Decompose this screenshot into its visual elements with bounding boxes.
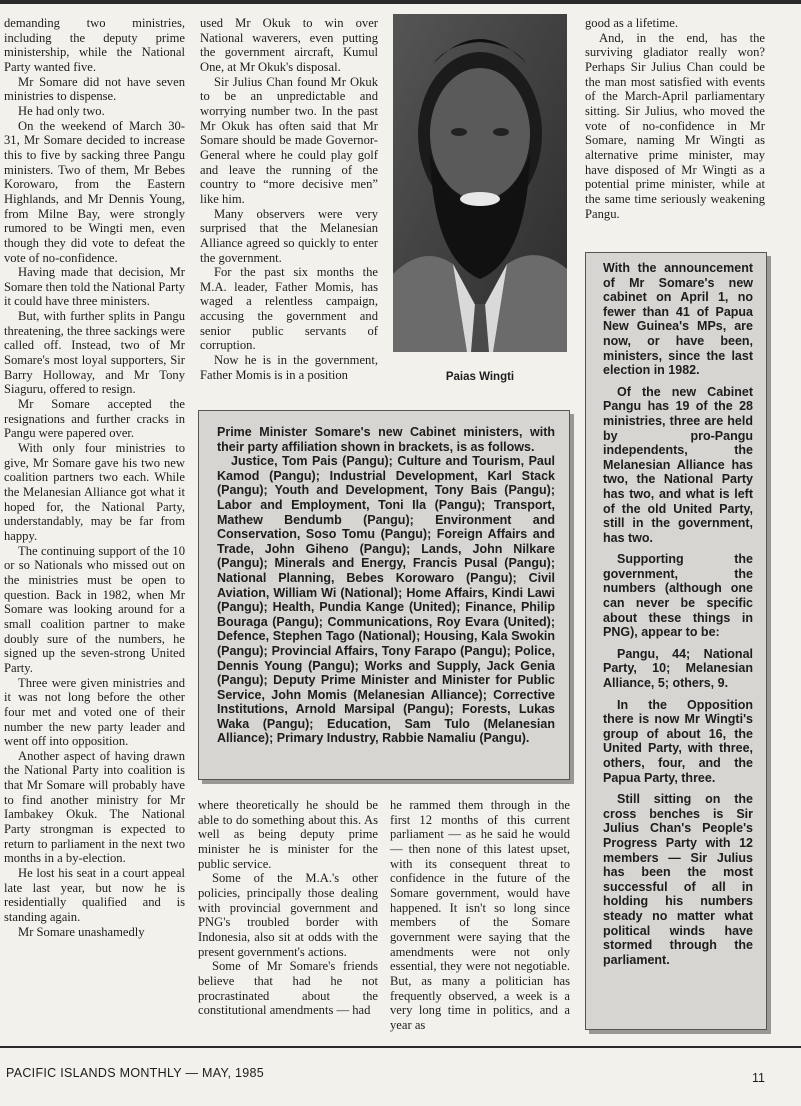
page-number: 11 bbox=[752, 1071, 765, 1085]
paragraph: used Mr Okuk to win over National waverers, even putting the government aircraft, Kumul One, at Mr Okuk's disposal. bbox=[200, 16, 378, 74]
paragraph: Mr Somare did not have seven ministries to dispense. bbox=[4, 74, 185, 104]
cabinet-list-box bbox=[198, 410, 570, 780]
sidebar-paragraph: With the announcement of Mr Somare's new cabinet on April 1, no fewer than 41 of Papua New Guinea's MPs, are now, or have been, ministers, since the last election in 1982. bbox=[603, 261, 753, 378]
paragraph: Some of the M.A.'s other policies, principally those dealing with provincial government and PNG's troubled border with Indonesia, also sit at odds with the present government's actions. bbox=[198, 871, 378, 959]
paragraph: Some of Mr Somare's friends believe that had he not procrastinated about the constitutional amendments — had bbox=[198, 959, 378, 1018]
sidebar-paragraph: Still sitting on the cross benches is Sir Julius Chan's People's Progress Party with 12 members — Sir Julius has been the most successful of all in holding his numbers steady no matter what political winds have stormed through the parliament. bbox=[603, 792, 753, 967]
footer-rule bbox=[0, 1046, 801, 1048]
paragraph: The continuing support of the 10 or so Nationals who missed out on the ministries must be open to question. Back in 1982, when Mr Somare was looking around for a small coalition partner to make doubly sure of the numbers, he signed up the seven-strong United Party. bbox=[4, 543, 185, 675]
article-column-1 bbox=[4, 16, 185, 939]
portrait-illustration bbox=[393, 14, 567, 352]
paragraph: On the weekend of March 30-31, Mr Somare decided to increase this to five by sacking three Pangu ministers. Two of them, Mr Bebes Korowaro, from the Eastern Highlands, and Mr Dennis Young, from Milne Bay, were strongly rumored to be Wingti men, even though they did vote to defeat the vote of no-confidence. bbox=[4, 118, 185, 265]
paragraph: Another aspect of having drawn the National Party into coalition is that Mr Somare will probably have to find another ministry for Mr Iambakey Okuk. The National Party strongman is expected to return to parliament in the next two months in a by-election. bbox=[4, 748, 185, 866]
sidebar-paragraph: Of the new Cabinet Pangu has 19 of the 28 ministries, three are held by pro-Pangu independents, the Melanesian Alliance has two, the National Party has two, and what is left of the old United Party, still in the government, has two. bbox=[603, 384, 753, 545]
cabinet-box-body: Justice, Tom Pais (Pangu); Culture and Tourism, Paul Kamod (Pangu); Industrial Development, Karl Stack (Pangu); Youth and Development, Tony Bais (Pangu); Labor and Employment, Toni Ila (Pangu); Transport, Mathew Bendumb (Pangu); Environment and Conservation, Soso Tomu (Pangu); Foreign Affairs and Trade, John Giheno (Pangu); Lands, John Nilkare (Pangu); Minerals and Energy, Francis Pusal (Pangu); National Planning, Bebes Korowaro (Pangu); Civil Aviation, William Wi (National); Home Affairs, Kindi Lawi (Pangu); Health, Pundia Kange (United); Finance, Philip Bouraga (Pangu); Communications, Roy Evara (United); Defence, Stephen Tago (National); Housing, Kala Swokin (Pangu); Provincial Affairs, Tony Farapo (Pangu); Police, Dennis Young (Pangu); Works and Supply, Jack Genia (Pangu); Deputy Prime Minister and Minister for Public Service, John Momis (Melanesian Alliance); Corrective Institutions, Arnold Marsipal (Pangu); Forests, Lukas Waka (Pangu); Education, Sam Tulo (Melanesian Alliance); Primary Industry, Rabbie Namaliu (Pangu). bbox=[217, 454, 555, 746]
paragraph: Mr Somare unashamedly bbox=[18, 924, 145, 939]
article-column-4 bbox=[585, 16, 765, 221]
paragraph: Now he is in the government, Father Momis is in a position bbox=[200, 353, 378, 382]
paragraph: But, with further splits in Pangu threatening, the three sackings were called off. Instead, two of Mr Somare's most loyal supporters, Sir Barry Holloway, and Mr Tony Siaguru, offered to resign. bbox=[4, 309, 185, 397]
sidebar-paragraph: Supporting the government, the numbers (although one can never be specific about these things in PNG), appear to be: bbox=[603, 552, 753, 640]
paragraph: And, in the end, has the surviving gladiator really won? Perhaps Sir Julius Chan could be the man most satisfied with events of the March-April parliamentary sitting. Sir Julius, who moved the vote of no-confidence in Mr Somare, naming Mr Wingti as alternative prime minister, may have disposed of Mr Wingti as a potential prime minister, while at the same time seriously weakening Pangu. bbox=[585, 30, 765, 221]
paragraph: Sir Julius Chan found Mr Okuk to be an unpredictable and worrying number two. In the past Mr Okuk has often said that Mr Somare should be made Governor-General where he could play golf and leave the running of the country to “more decisive men” like him. bbox=[200, 74, 378, 206]
paragraph: he rammed them through in the first 12 months of this current parliament — as he said he would — then none of this latest upset, with its consequent threat to confidence in the future of the Somare government, would have happened. It isn't so long since members of the Somare government were saying that the amendments were not only essential, they were not negotiable. But, as many a politician has frequently observed, a week is a very long time in politics, and a year as bbox=[390, 798, 570, 1032]
top-rule bbox=[0, 0, 801, 4]
sidebar-paragraph: In the Opposition there is now Mr Wingti's group of about 16, the United Party, with three, others, four, and the Papua Party, three. bbox=[603, 697, 753, 785]
paragraph: For the past six months the M.A. leader, Father Momis, has waged a relentless campaign, accusing the government and senior public servants of corruption. bbox=[200, 265, 378, 353]
paragraph: good as a lifetime. bbox=[585, 16, 679, 30]
paragraph: Mr Somare accepted the resignations and further cracks in Pangu were papered over. bbox=[4, 397, 185, 441]
paragraph: He had only two. bbox=[18, 103, 105, 118]
photo-caption: Paias Wingti bbox=[445, 371, 515, 383]
article-column-3-bottom bbox=[390, 798, 570, 1033]
sidebar-paragraph: Pangu, 44; National Party, 10; Melanesian Alliance, 5; others, 9. bbox=[603, 646, 753, 691]
publication-footer: PACIFIC ISLANDS MONTHLY — MAY, 1985 bbox=[6, 1066, 265, 1080]
sidebar-box bbox=[585, 252, 767, 1030]
paragraph: demanding two ministries, including the deputy prime ministership, while the National Party wanted five. bbox=[4, 16, 185, 74]
paragraph: With only four ministries to give, Mr Somare gave his two new coalition partners two each. While the Melanesian Alliance got what it hoped for, the National Party, understandably, may be far from happy. bbox=[4, 441, 185, 543]
article-column-2 bbox=[200, 16, 378, 382]
paragraph: Many observers were very surprised that the Melanesian Alliance agreed so quickly to enter the government. bbox=[200, 206, 378, 265]
portrait-photo bbox=[393, 14, 567, 352]
paragraph: Three were given ministries and it was not long before the other four met and voted one of their number the new party leader and went off into opposition. bbox=[4, 675, 185, 749]
paragraph: Having made that decision, Mr Somare then told the National Party it could have three ministers. bbox=[4, 265, 185, 309]
article-column-2-bottom bbox=[198, 798, 378, 1018]
paragraph: where theoretically he should be able to do something about this. As well as being deputy prime minister he is minister for the public service. bbox=[198, 798, 378, 871]
paragraph: He lost his seat in a court appeal late last year, but now he is residentially qualified and is standing again. bbox=[4, 866, 185, 925]
cabinet-box-lead: Prime Minister Somare's new Cabinet ministers, with their party affiliation shown in brackets, is as follows. bbox=[217, 425, 555, 454]
